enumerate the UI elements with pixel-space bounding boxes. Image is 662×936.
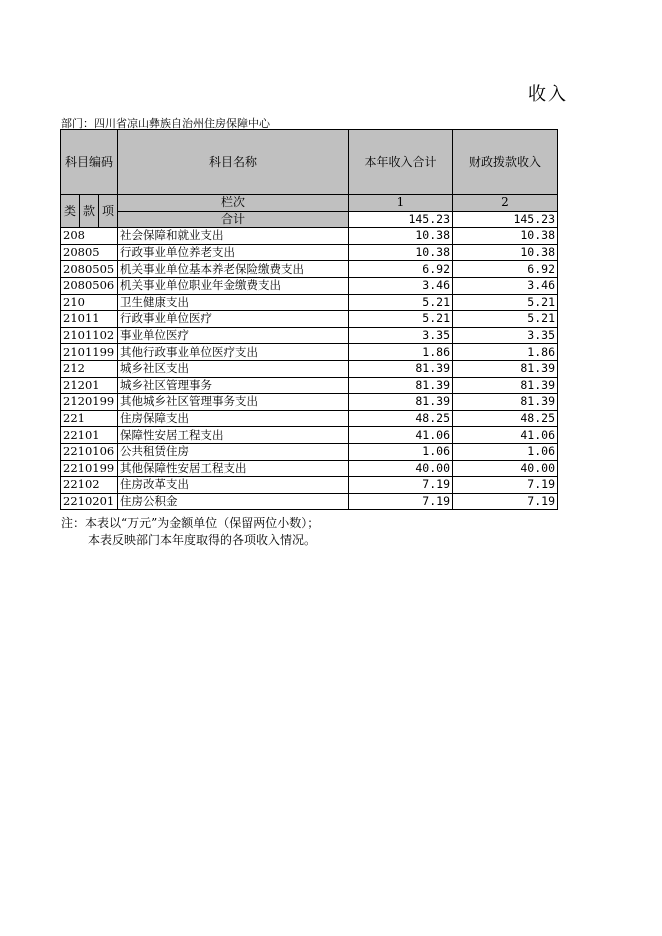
- column-index-2: 2: [453, 195, 558, 212]
- row-name: 行政事业单位养老支出: [118, 244, 349, 261]
- table-row: [61, 427, 558, 444]
- row-name: 社会保障和就业支出: [118, 228, 349, 245]
- header-total-income: 本年收入合计: [349, 130, 453, 195]
- row-name: 住房保障支出: [118, 410, 349, 427]
- income-table: [60, 129, 558, 510]
- page-title: 收入: [528, 84, 568, 105]
- row-fiscal-income: 7.19: [453, 477, 558, 494]
- table-row: [61, 394, 558, 411]
- row-fiscal-income: 7.19: [453, 493, 558, 510]
- row-fiscal-income: 5.21: [453, 294, 558, 311]
- table-row: [61, 477, 558, 494]
- row-total-income: 81.39: [349, 360, 453, 377]
- row-code: 22101: [61, 427, 118, 444]
- department-label: 部门：四川省凉山彝族自治州住房保障中心: [61, 117, 270, 130]
- header-fiscal-income: 财政拨款收入: [453, 130, 558, 195]
- row-code: 212: [61, 360, 118, 377]
- row-name: 保障性安居工程支出: [118, 427, 349, 444]
- header-kuan: 款: [80, 195, 99, 228]
- header-xiang: 项: [99, 195, 118, 228]
- row-total-income: 48.25: [349, 410, 453, 427]
- row-total-income: 7.19: [349, 477, 453, 494]
- row-fiscal-income: 48.25: [453, 410, 558, 427]
- row-name: 城乡社区管理事务: [118, 377, 349, 394]
- row-fiscal-income: 81.39: [453, 377, 558, 394]
- row-fiscal-income: 3.35: [453, 327, 558, 344]
- row-name: 公共租赁住房: [118, 443, 349, 460]
- row-code: 21011: [61, 311, 118, 328]
- row-fiscal-income: 5.21: [453, 311, 558, 328]
- row-code: 2210201: [61, 493, 118, 510]
- row-fiscal-income: 10.38: [453, 228, 558, 245]
- note-line-2: 本表反映部门本年度取得的各项收入情况。: [88, 533, 317, 547]
- row-fiscal-income: 10.38: [453, 244, 558, 261]
- table-notes: [61, 515, 319, 549]
- row-fiscal-income: 1.86: [453, 344, 558, 361]
- row-code: 2210199: [61, 460, 118, 477]
- row-total-income: 3.35: [349, 327, 453, 344]
- row-total-income: 10.38: [349, 244, 453, 261]
- column-index-1: 1: [349, 195, 453, 212]
- row-total-income: 5.21: [349, 294, 453, 311]
- row-fiscal-income: 81.39: [453, 394, 558, 411]
- row-code: 21201: [61, 377, 118, 394]
- row-code: 2120199: [61, 394, 118, 411]
- row-name: 机关事业单位职业年金缴费支出: [118, 277, 349, 294]
- sum-total-income: 145.23: [349, 211, 453, 228]
- header-code: 科目编码: [61, 130, 118, 195]
- row-code: 2080505: [61, 261, 118, 278]
- table-row: [61, 493, 558, 510]
- row-total-income: 3.46: [349, 277, 453, 294]
- column-index-row: [61, 195, 558, 212]
- row-name: 其他城乡社区管理事务支出: [118, 394, 349, 411]
- column-index-label: 栏次: [118, 195, 349, 212]
- sum-row: [61, 211, 558, 228]
- row-total-income: 10.38: [349, 228, 453, 245]
- row-fiscal-income: 3.46: [453, 277, 558, 294]
- row-total-income: 40.00: [349, 460, 453, 477]
- note-line-1: 注：本表以“万元”为金额单位（保留两位小数）；: [61, 516, 320, 530]
- row-total-income: 81.39: [349, 377, 453, 394]
- sum-fiscal-income: 145.23: [453, 211, 558, 228]
- row-fiscal-income: 81.39: [453, 360, 558, 377]
- row-total-income: 81.39: [349, 394, 453, 411]
- table-row: [61, 228, 558, 245]
- row-fiscal-income: 1.06: [453, 443, 558, 460]
- table-row: [61, 261, 558, 278]
- header-row: [61, 130, 558, 195]
- row-total-income: 7.19: [349, 493, 453, 510]
- row-total-income: 6.92: [349, 261, 453, 278]
- table-row: [61, 244, 558, 261]
- row-name: 事业单位医疗: [118, 327, 349, 344]
- row-total-income: 5.21: [349, 311, 453, 328]
- table-row: [61, 460, 558, 477]
- row-name: 城乡社区支出: [118, 360, 349, 377]
- row-total-income: 1.86: [349, 344, 453, 361]
- row-code: 2210106: [61, 443, 118, 460]
- row-fiscal-income: 41.06: [453, 427, 558, 444]
- table-row: [61, 327, 558, 344]
- row-code: 221: [61, 410, 118, 427]
- table-row: [61, 311, 558, 328]
- row-name: 卫生健康支出: [118, 294, 349, 311]
- row-code: 2101199: [61, 344, 118, 361]
- table-row: [61, 294, 558, 311]
- row-code: 208: [61, 228, 118, 245]
- table-row: [61, 443, 558, 460]
- row-fiscal-income: 40.00: [453, 460, 558, 477]
- row-code: 210: [61, 294, 118, 311]
- row-fiscal-income: 6.92: [453, 261, 558, 278]
- row-name: 机关事业单位基本养老保险缴费支出: [118, 261, 349, 278]
- table-row: [61, 377, 558, 394]
- table-row: [61, 344, 558, 361]
- table-row: [61, 277, 558, 294]
- row-name: 住房改革支出: [118, 477, 349, 494]
- row-name: 其他行政事业单位医疗支出: [118, 344, 349, 361]
- row-name: 行政事业单位医疗: [118, 311, 349, 328]
- sum-label: 合计: [118, 211, 349, 228]
- row-total-income: 41.06: [349, 427, 453, 444]
- row-code: 2080506: [61, 277, 118, 294]
- row-code: 22102: [61, 477, 118, 494]
- row-name: 住房公积金: [118, 493, 349, 510]
- row-code: 2101102: [61, 327, 118, 344]
- table-row: [61, 410, 558, 427]
- header-lei: 类: [61, 195, 80, 228]
- row-code: 20805: [61, 244, 118, 261]
- row-total-income: 1.06: [349, 443, 453, 460]
- table-row: [61, 360, 558, 377]
- header-name: 科目名称: [118, 130, 349, 195]
- row-name: 其他保障性安居工程支出: [118, 460, 349, 477]
